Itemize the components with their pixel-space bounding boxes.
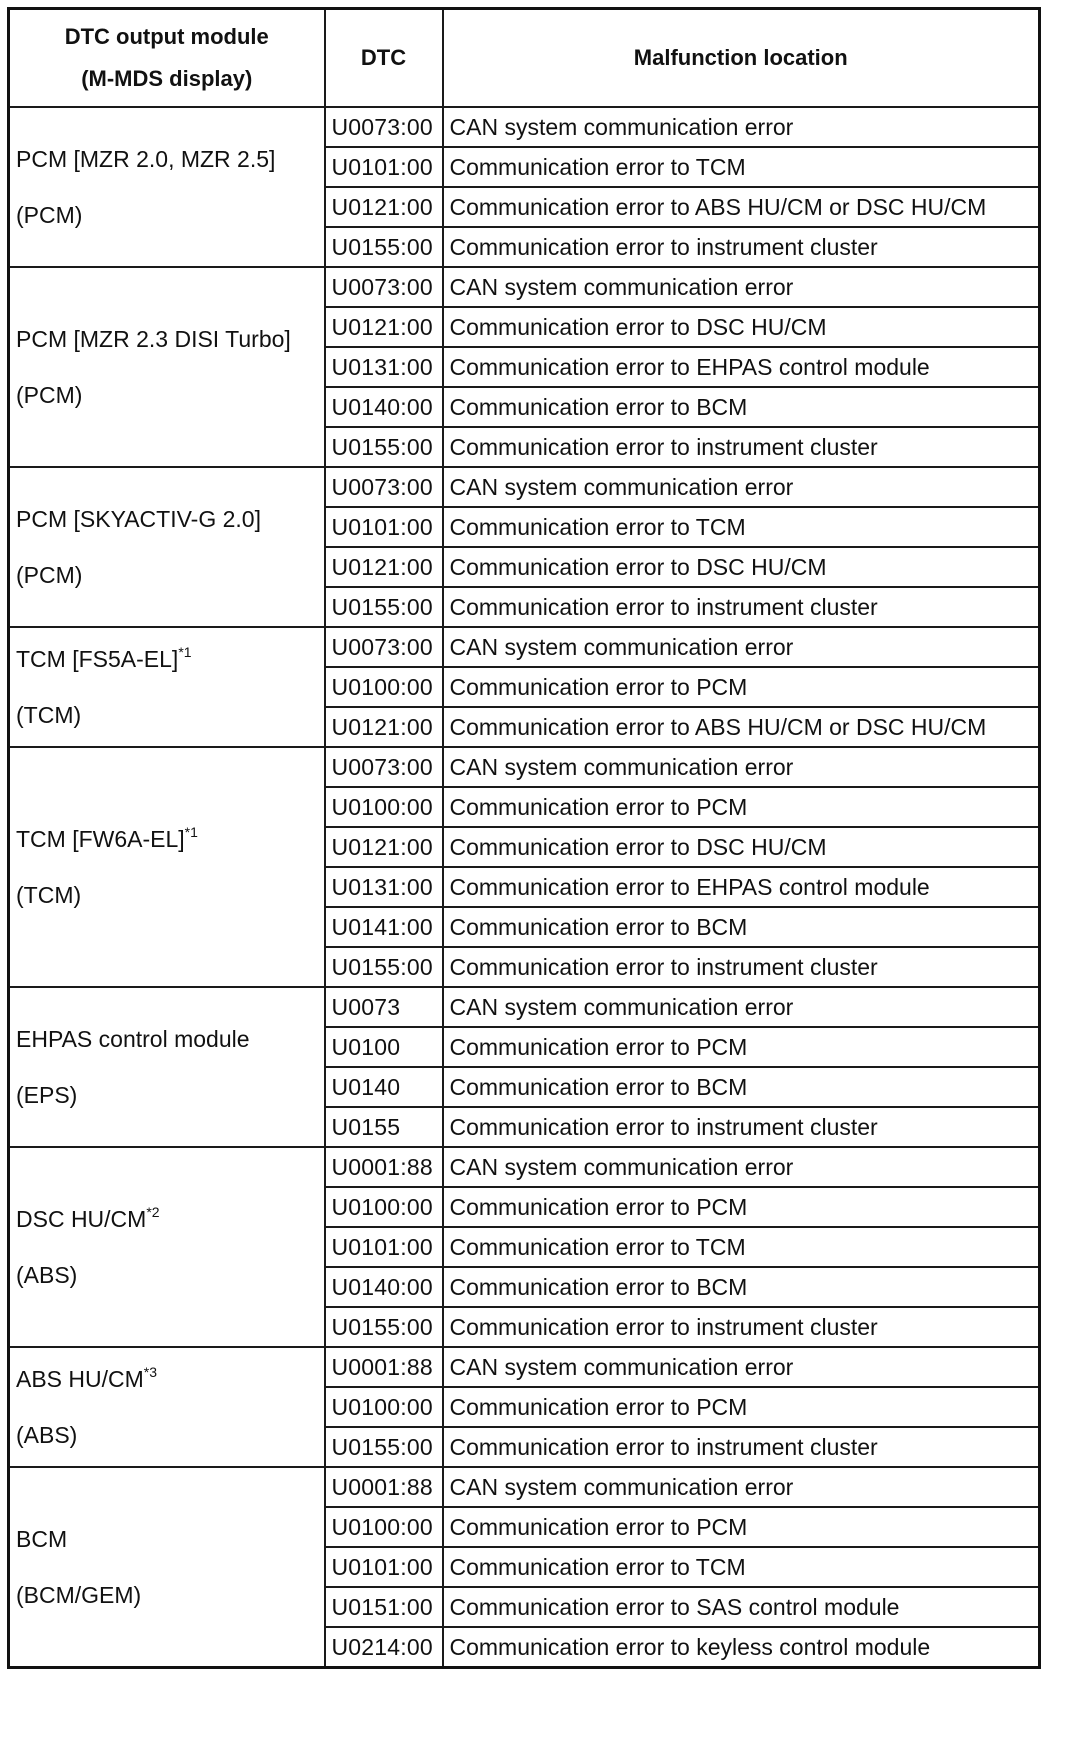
- dtc-code-cell: U0073:00: [325, 627, 443, 667]
- malfunction-location-cell: Communication error to BCM: [443, 907, 1040, 947]
- malfunction-location-cell: Communication error to DSC HU/CM: [443, 547, 1040, 587]
- module-cell: [9, 1347, 325, 1467]
- malfunction-location-cell: Communication error to DSC HU/CM: [443, 307, 1040, 347]
- module-cell: [9, 1147, 325, 1347]
- malfunction-location-cell: Communication error to SAS control module: [443, 1587, 1040, 1627]
- dtc-code-cell: U0100:00: [325, 1507, 443, 1547]
- malfunction-location-cell: CAN system communication error: [443, 1147, 1040, 1187]
- dtc-code-cell: U0151:00: [325, 1587, 443, 1627]
- dtc-code-cell: U0073:00: [325, 107, 443, 147]
- dtc-code-cell: U0100:00: [325, 1387, 443, 1427]
- module-display-name: (PCM): [16, 382, 83, 408]
- module-display-name: (TCM): [16, 702, 82, 728]
- module-name-line: [16, 311, 318, 367]
- dtc-code-cell: U0073: [325, 987, 443, 1027]
- table-row: [9, 467, 1040, 507]
- module-footnote-mark: *3: [143, 1364, 158, 1380]
- dtc-code-cell: U0121:00: [325, 827, 443, 867]
- dtc-code-cell: U0214:00: [325, 1627, 443, 1668]
- table-row: [9, 747, 1040, 787]
- malfunction-location-cell: Communication error to BCM: [443, 387, 1040, 427]
- table-header-row: [9, 9, 1040, 108]
- module-name-line: [16, 811, 318, 867]
- malfunction-location-cell: Communication error to BCM: [443, 1067, 1040, 1107]
- dtc-code-cell: U0001:88: [325, 1147, 443, 1187]
- malfunction-location-cell: Communication error to instrument cluster: [443, 947, 1040, 987]
- table-row: [9, 107, 1040, 147]
- malfunction-location-cell: CAN system communication error: [443, 267, 1040, 307]
- header-dtc: DTC: [325, 9, 443, 108]
- malfunction-location-cell: Communication error to keyless control module: [443, 1627, 1040, 1668]
- module-name: PCM [MZR 2.3 DISI Turbo]: [16, 326, 291, 352]
- module-name: ABS HU/CM: [16, 1366, 144, 1392]
- module-footnote-mark: *2: [146, 1204, 160, 1220]
- module-name: BCM: [16, 1526, 68, 1552]
- malfunction-location-cell: Communication error to BCM: [443, 1267, 1040, 1307]
- dtc-code-cell: U0100: [325, 1027, 443, 1067]
- malfunction-location-cell: CAN system communication error: [443, 747, 1040, 787]
- dtc-code-cell: U0140:00: [325, 387, 443, 427]
- dtc-code-cell: U0155:00: [325, 1307, 443, 1347]
- module-display-name: (EPS): [16, 1082, 78, 1108]
- malfunction-location-cell: Communication error to TCM: [443, 1547, 1040, 1587]
- module-cell: [9, 467, 325, 627]
- module-cell: [9, 267, 325, 467]
- module-name: TCM [FW6A-EL]: [16, 826, 185, 852]
- dtc-code-cell: U0100:00: [325, 787, 443, 827]
- table-row: [9, 627, 1040, 667]
- dtc-code-cell: U0155: [325, 1107, 443, 1147]
- header-module-line2: (M-MDS display): [81, 66, 253, 91]
- module-cell: [9, 627, 325, 747]
- malfunction-location-cell: Communication error to EHPAS control module: [443, 867, 1040, 907]
- malfunction-location-cell: Communication error to PCM: [443, 1027, 1040, 1067]
- module-cell: [9, 987, 325, 1147]
- malfunction-location-cell: CAN system communication error: [443, 987, 1040, 1027]
- table-row: [9, 1467, 1040, 1507]
- malfunction-location-cell: Communication error to TCM: [443, 147, 1040, 187]
- malfunction-location-cell: Communication error to PCM: [443, 1507, 1040, 1547]
- malfunction-location-cell: Communication error to ABS HU/CM or DSC HU/CM: [443, 707, 1040, 747]
- dtc-code-cell: U0121:00: [325, 547, 443, 587]
- dtc-table: [7, 7, 1041, 1669]
- dtc-code-cell: U0101:00: [325, 147, 443, 187]
- module-name-line: [16, 131, 318, 187]
- malfunction-location-cell: Communication error to PCM: [443, 787, 1040, 827]
- table-row: [9, 267, 1040, 307]
- dtc-code-cell: U0073:00: [325, 467, 443, 507]
- module-name-line: [16, 1511, 318, 1567]
- table-body: [9, 107, 1040, 1668]
- module-name: DSC HU/CM: [16, 1206, 147, 1232]
- table-row: [9, 987, 1040, 1027]
- module-footnote-mark: *1: [178, 644, 192, 660]
- module-name-line: [16, 491, 318, 547]
- module-name-line: [16, 1191, 318, 1247]
- malfunction-location-cell: CAN system communication error: [443, 467, 1040, 507]
- malfunction-location-cell: CAN system communication error: [443, 107, 1040, 147]
- dtc-code-cell: U0100:00: [325, 667, 443, 707]
- module-name: EHPAS control module: [16, 1026, 250, 1052]
- dtc-code-cell: U0073:00: [325, 747, 443, 787]
- malfunction-location-cell: Communication error to instrument cluster: [443, 1307, 1040, 1347]
- dtc-code-cell: U0001:88: [325, 1467, 443, 1507]
- malfunction-location-cell: CAN system communication error: [443, 1467, 1040, 1507]
- dtc-code-cell: U0155:00: [325, 427, 443, 467]
- malfunction-location-cell: Communication error to instrument cluster: [443, 1427, 1040, 1467]
- malfunction-location-cell: Communication error to ABS HU/CM or DSC HU/CM: [443, 187, 1040, 227]
- dtc-code-cell: U0155:00: [325, 227, 443, 267]
- malfunction-location-cell: Communication error to PCM: [443, 667, 1040, 707]
- malfunction-location-cell: Communication error to PCM: [443, 1187, 1040, 1227]
- table-row: [9, 1347, 1040, 1387]
- module-display-name: (ABS): [16, 1422, 78, 1448]
- dtc-code-cell: U0073:00: [325, 267, 443, 307]
- dtc-code-cell: U0100:00: [325, 1187, 443, 1227]
- dtc-code-cell: U0155:00: [325, 1427, 443, 1467]
- dtc-code-cell: U0001:88: [325, 1347, 443, 1387]
- dtc-code-cell: U0155:00: [325, 947, 443, 987]
- malfunction-location-cell: Communication error to instrument cluster: [443, 227, 1040, 267]
- module-name: PCM [SKYACTIV-G 2.0]: [16, 506, 261, 532]
- module-cell: [9, 1467, 325, 1668]
- dtc-code-cell: U0140: [325, 1067, 443, 1107]
- module-name-line: [16, 631, 318, 687]
- malfunction-location-cell: Communication error to instrument cluster: [443, 587, 1040, 627]
- module-cell: [9, 107, 325, 267]
- dtc-table-wrapper: [7, 7, 1041, 1669]
- module-footnote-mark: *1: [184, 824, 198, 840]
- malfunction-location-cell: Communication error to TCM: [443, 507, 1040, 547]
- dtc-code-cell: U0141:00: [325, 907, 443, 947]
- module-display-name: (BCM/GEM): [16, 1582, 142, 1608]
- malfunction-location-cell: Communication error to PCM: [443, 1387, 1040, 1427]
- module-display-name: (PCM): [16, 562, 83, 588]
- module-name-line: [16, 1011, 318, 1067]
- malfunction-location-cell: Communication error to DSC HU/CM: [443, 827, 1040, 867]
- malfunction-location-cell: CAN system communication error: [443, 627, 1040, 667]
- malfunction-location-cell: Communication error to TCM: [443, 1227, 1040, 1267]
- module-name: TCM [FS5A-EL]: [16, 646, 179, 672]
- header-malfunction-location: Malfunction location: [443, 9, 1040, 108]
- dtc-code-cell: U0101:00: [325, 507, 443, 547]
- module-display-name: (ABS): [16, 1262, 78, 1288]
- dtc-code-cell: U0131:00: [325, 347, 443, 387]
- module-cell: [9, 747, 325, 987]
- dtc-code-cell: U0155:00: [325, 587, 443, 627]
- module-name-line: [16, 1351, 318, 1407]
- dtc-code-cell: U0140:00: [325, 1267, 443, 1307]
- malfunction-location-cell: CAN system communication error: [443, 1347, 1040, 1387]
- table-row: [9, 1147, 1040, 1187]
- module-display-name: (PCM): [16, 202, 83, 228]
- dtc-code-cell: U0121:00: [325, 187, 443, 227]
- dtc-code-cell: U0121:00: [325, 307, 443, 347]
- dtc-code-cell: U0131:00: [325, 867, 443, 907]
- header-dtc-output-module: [9, 9, 325, 108]
- malfunction-location-cell: Communication error to instrument cluster: [443, 1107, 1040, 1147]
- dtc-code-cell: U0121:00: [325, 707, 443, 747]
- dtc-code-cell: U0101:00: [325, 1227, 443, 1267]
- module-display-name: (TCM): [16, 882, 82, 908]
- malfunction-location-cell: Communication error to EHPAS control module: [443, 347, 1040, 387]
- malfunction-location-cell: Communication error to instrument cluster: [443, 427, 1040, 467]
- dtc-code-cell: U0101:00: [325, 1547, 443, 1587]
- header-module-line1: DTC output module: [64, 24, 269, 49]
- module-name: PCM [MZR 2.0, MZR 2.5]: [16, 146, 276, 172]
